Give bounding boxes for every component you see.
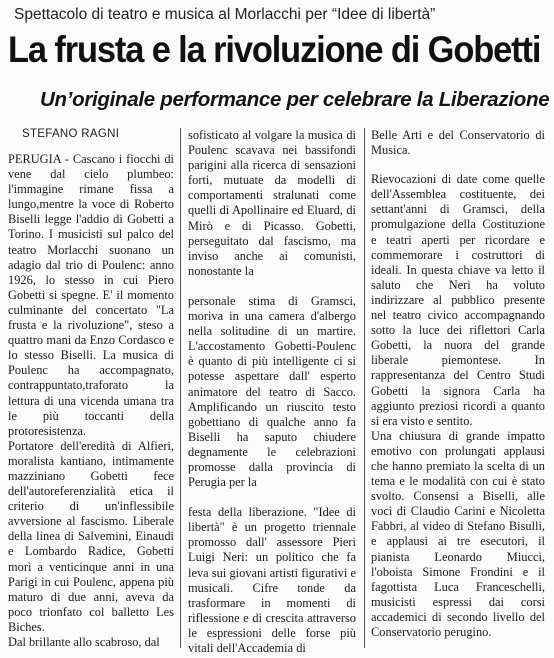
paragraph: Dal brillante allo scabroso, dal [8,635,160,649]
headline: La frusta e la rivoluzione di Gobetti [8,29,541,70]
paragraph: Portatore dell'eredità di Alfieri, moralista kantiano, intimamente mazziniano Gobetti fece dell'autoreferenzialità etica il criterio di un'inflessibile avversione al fascismo. Liberale della linea di Salvemini, Einaudi e Lombardo Radice, Gobetti morì a venticinque anni in una Parigi in cui Poulenc, appena più maturo di due anni, aveva da poco trionfato col balletto Les Biches. [8,438,174,634]
kicker-line: Spettacolo di teatro e musica al Morlacchi per “Idee di libertà” [14,6,436,23]
paragraph: Belle Arti e del Conservatorio di Musica. [371,128,545,158]
column-divider-1 [180,128,181,648]
paragraph: PERUGIA - Cascano i fiocchi di vene dal cielo plumbeo: l'immagine rimane fissa a lungo,mentre la voce di Roberto Biselli legge l'addio di Gobetti a Torino. I musicisti sul palco del teatro Morlacchi suonano un adagio dal trio di Poulenc: anno 1926, lo stesso in cui Piero Gobetti si spegne. E' il momento culminante del concertato "La frusta e la rivoluzione", steso a quattro mani da Enzo Cordasco e lo stesso Biselli. La musica di Poulenc ha accompagnato, contrappuntato,traforato la lettura di una vicenda umana tra le più toccanti della protoresistenza. [8,152,174,438]
article-column-1 [8,152,174,650]
paragraph: Rievocazioni di date come quelle dell'Assemblea costituente, dei settant'anni di Gramsci, della promulgazione della Costituzione e teatri aperti per ricordare e commemorare i costruttori di ideali. In questa chiave va letto il saluto che Neri ha voluto indirizzare al pubblico presente nel teatro civico accompagnando sotto la luce dei riflettori Carla Gobetti, la nuora del grande liberale piemontese. In rappresentanza del Centro Studi Gobetti la signora Carla ha aggiunto preziosi ricordi a quanto si era visto e sentito. [371,172,545,428]
paragraph: Una chiusura di grande impatto emotivo con prolungati applausi che hanno premiato la scelta di un tema e le modalità con cui è stato svolto. Consensi a Biselli, alle voci di Claudio Carini e Nicoletta Fabbri, al video di Stefano Bisulli, e applausi ai tre esecutori, il pianista Leonardo Miucci, l'oboista Simone Frondini e il fagottista Luca Franceschelli, musicisti espressi dai corsi accademici di secondo livello del Conservatorio perugino. [371,428,545,639]
paragraph: sofisticato al volgare la musica di Poulenc scavava nei bassifondi parigini alla ricerca di sensazioni forti, mutuate da modelli di comportamenti stralunati come quelli di Apollinaire ed Eluard, di Mirò e di Picasso. Gobetti, perseguitato dal fascismo, ma inviso anche ai comunisti, nonostante la [188,128,356,278]
column-divider-2 [364,128,365,648]
paragraph: festa della liberazione. "Idee di libertà" è un progetto triennale promosso dall' assessore Pieri Luigi Neri: un politico che fa leva sui giovani artisti figurativi e musicali. Cifre tonde da trasformare in momenti di riflessione e di crescita attraverso le espressioni delle forse più vitali dell'Accademia di [188,505,356,655]
article-column-3 [371,128,545,640]
paragraph: personale stima di Gramsci, moriva in una camera d'albergo nella solitudine di un martire. L'accostamento Gobetti-Poulenc è quanto di più intelligente ci si potesse aspettare dall' esperto animatore del teatro di Sacco. Amplificando un riuscito testo gobettiano di qualche anno fa Biselli ha saputo chiudere degnamente le celebrazioni promosse dalla provincia di Perugia per la [188,293,356,490]
article-column-2 [188,128,356,656]
subheadline: Un’originale performance per celebrare la Liberazione [40,88,550,111]
byline: STEFANO RAGNI [22,128,120,140]
